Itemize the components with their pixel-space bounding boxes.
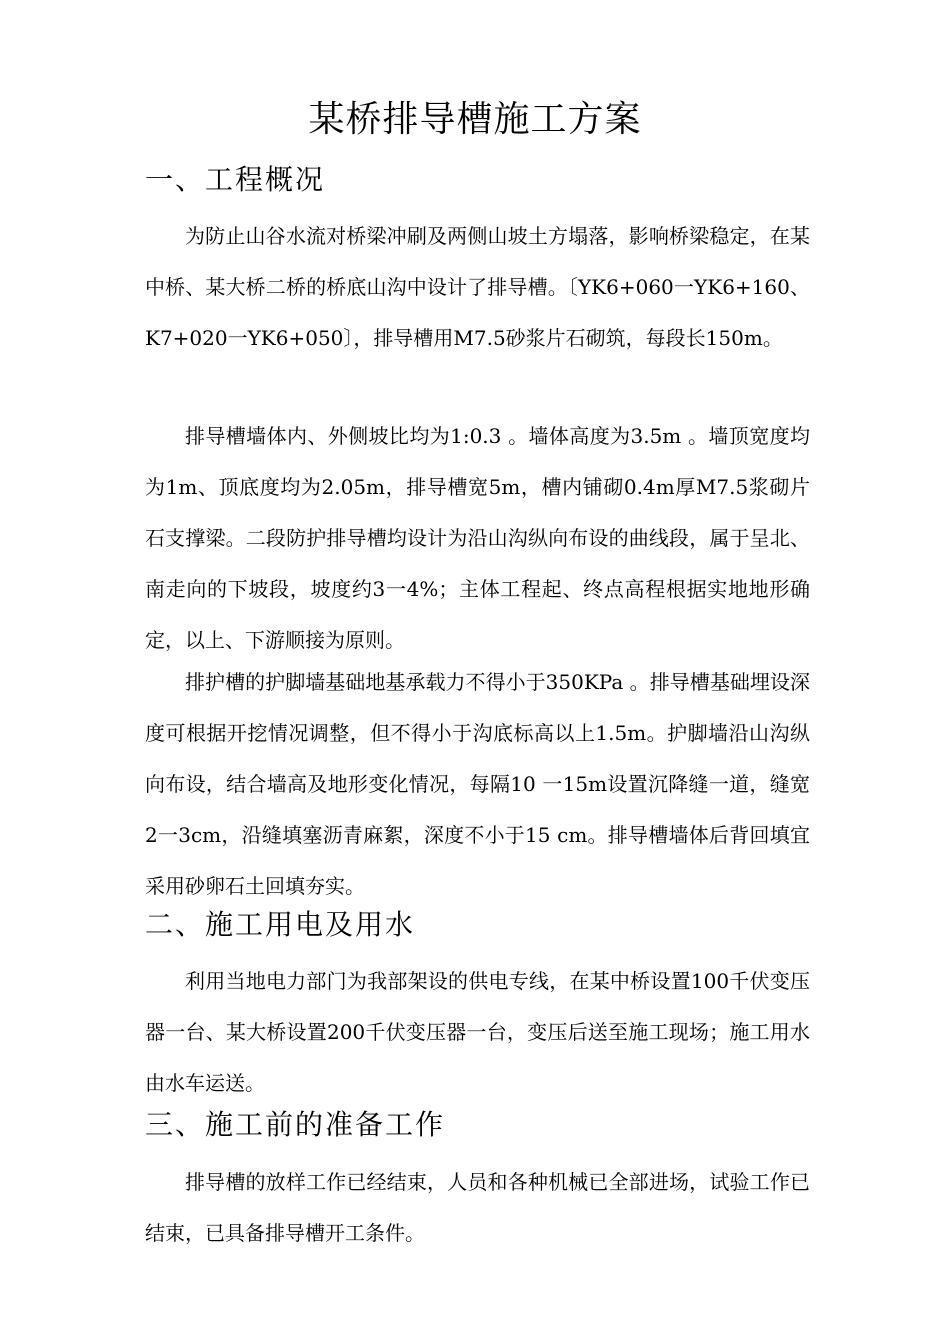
section-heading-power-water: 二、施工用电及用水 [145,908,416,941]
paragraph-power-water: 利用当地电力部门为我部架设的供电专线，在某中桥设置100千伏变压器一台、某大桥设置200千伏变压器一台，变压后送至施工现场；施工用水由水车运送。 [145,969,810,1095]
section-heading-preparation: 三、施工前的准备工作 [145,1108,446,1141]
paragraph-overview-3: 排护槽的护脚墙基础地基承载力不得小于350KPa 。排导槽基础埋设深度可根据开挖情况调整，但不得小于沟底标高以上1.5m。护脚墙沿山沟纵向布设，结合墙高及地形变化情况，每隔10 一15m设置沉降缝一道，缝宽2一3cm，沿缝填塞沥青麻絮，深度不小于15 cm。排导槽墙体后背回填宜采用砂卵石土回填夯实。 [145,670,810,898]
paragraph-preparation: 排导槽的放样工作已经结束，人员和各种机械已全部进场，试验工作已结束，已具备排导槽开工条件。 [145,1170,810,1245]
paragraph-overview-1: 为防止山谷水流对桥梁冲刷及两侧山坡土方塌落，影响桥梁稳定，在某中桥、某大桥二桥的桥底山沟中设计了排导槽。〔YK6+060一YK6+160、K7+020一YK6+050〕，排导槽用M7.5砂浆片石砌筑，每段长150m。 [145,224,810,350]
document-title: 某桥排导槽施工方案 [308,99,642,140]
paragraph-overview-2: 排导槽墙体内、外侧坡比均为1:0.3 。墙体高度为3.5m 。墙顶宽度均为1m、顶底度均为2.05m，排导槽宽5m，槽内铺砌0.4m厚M7.5浆砌片石支撑梁。二段防护排导槽均设计为沿山沟纵向布设的曲线段，属于呈北、南走向的下坡段，坡度约3一4%；主体工程起、终点高程根据实地地形确定，以上、下游顺接为原则。 [145,424,810,652]
section-heading-overview: 一、工程概况 [145,163,326,196]
